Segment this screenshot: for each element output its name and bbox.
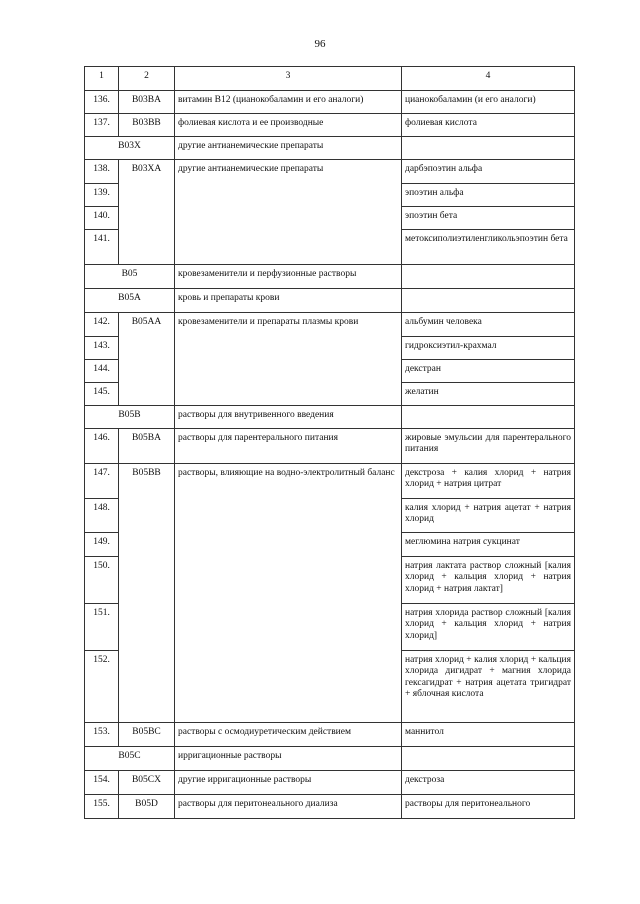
drug-name: натрия хлорида раствор сложный [калия хлорид + кальция хлорид + натрия хлорид]: [402, 604, 575, 651]
header-cell: 3: [175, 67, 402, 91]
table-row: [85, 795, 575, 819]
group-description: растворы с осмодиуретическим действием: [175, 723, 402, 747]
row-number: 137.: [85, 114, 119, 137]
row-number: 143.: [85, 337, 119, 360]
group-description: витамин B12 (цианокобаламин и его аналоги): [175, 91, 402, 114]
row-number: 151.: [85, 604, 119, 651]
atc-group-code: B03X: [85, 137, 175, 160]
group-description: другие антианемические препараты: [175, 137, 402, 160]
drug-name: меглюмина натрия сукцинат: [402, 533, 575, 557]
atc-code: B03XA: [119, 160, 175, 265]
row-number: 146.: [85, 429, 119, 464]
table-row: [85, 464, 575, 499]
drug-name: декстроза + калия хлорид + натрия хлорид + натрия цитрат: [402, 464, 575, 499]
drug-name: метоксиполиэтиленгликольэпоэтин бета: [402, 230, 575, 265]
drug-name: маннитол: [402, 723, 575, 747]
group-row: [85, 289, 575, 313]
page-number: 96: [314, 38, 326, 50]
group-row: [85, 265, 575, 289]
drug-name: растворы для перитонеального: [402, 795, 575, 819]
drug-name: эпоэтин бета: [402, 207, 575, 230]
group-description: растворы для перитонеального диализа: [175, 795, 402, 819]
atc-group-code: B05A: [85, 289, 175, 313]
row-number: 141.: [85, 230, 119, 265]
row-number: 139.: [85, 184, 119, 207]
table-header-row: [85, 67, 575, 91]
header-cell: 2: [119, 67, 175, 91]
atc-code: B03BA: [119, 91, 175, 114]
table-row: [85, 114, 575, 137]
empty-cell: [402, 747, 575, 771]
medication-table: [84, 66, 575, 819]
row-number: 152.: [85, 651, 119, 723]
row-number: 138.: [85, 160, 119, 184]
group-row: [85, 406, 575, 429]
empty-cell: [402, 265, 575, 289]
drug-name: дарбэпоэтин альфа: [402, 160, 575, 184]
group-description: растворы для парентерального питания: [175, 429, 402, 464]
atc-code: B05BA: [119, 429, 175, 464]
table-row: [85, 771, 575, 795]
drug-name: натрия лактата раствор сложный [калия хлорид + кальция хлорид + натрия хлорид + натрия лактат]: [402, 557, 575, 604]
empty-cell: [402, 137, 575, 160]
row-number: 153.: [85, 723, 119, 747]
group-row: [85, 137, 575, 160]
drug-name: эпоэтин альфа: [402, 184, 575, 207]
group-description: растворы, влияющие на водно-электролитный баланс: [175, 464, 402, 723]
group-description: другие ирригационные растворы: [175, 771, 402, 795]
row-number: 140.: [85, 207, 119, 230]
group-description: кровь и препараты крови: [175, 289, 402, 313]
table-row: [85, 429, 575, 464]
table-row: [85, 160, 575, 184]
atc-code: B05CX: [119, 771, 175, 795]
row-number: 148.: [85, 499, 119, 533]
group-description: другие антианемические препараты: [175, 160, 402, 265]
drug-name: жировые эмульсии для парентерального питания: [402, 429, 575, 464]
atc-code: B03BB: [119, 114, 175, 137]
group-description: растворы для внутривенного введения: [175, 406, 402, 429]
atc-code: B05BB: [119, 464, 175, 723]
drug-name: желатин: [402, 383, 575, 406]
empty-cell: [402, 406, 575, 429]
table-row: [85, 91, 575, 114]
drug-name: декстроза: [402, 771, 575, 795]
row-number: 147.: [85, 464, 119, 499]
atc-code: B05AA: [119, 313, 175, 406]
drug-name: декстран: [402, 360, 575, 383]
drug-name: гидроксиэтил-крахмал: [402, 337, 575, 360]
group-description: кровезаменители и препараты плазмы крови: [175, 313, 402, 406]
header-cell: 4: [402, 67, 575, 91]
drug-name: альбумин человека: [402, 313, 575, 337]
header-cell: 1: [85, 67, 119, 91]
drug-name: калия хлорид + натрия ацетат + натрия хлорид: [402, 499, 575, 533]
row-number: 136.: [85, 91, 119, 114]
table-row: [85, 723, 575, 747]
empty-cell: [402, 289, 575, 313]
atc-group-code: B05C: [85, 747, 175, 771]
row-number: 150.: [85, 557, 119, 604]
table-row: [85, 313, 575, 337]
row-number: 145.: [85, 383, 119, 406]
atc-group-code: B05: [85, 265, 175, 289]
group-description: ирригационные растворы: [175, 747, 402, 771]
row-number: 144.: [85, 360, 119, 383]
row-number: 154.: [85, 771, 119, 795]
group-description: фолиевая кислота и ее производные: [175, 114, 402, 137]
atc-group-code: B05B: [85, 406, 175, 429]
group-description: кровезаменители и перфузионные растворы: [175, 265, 402, 289]
drug-name: цианокобаламин (и его аналоги): [402, 91, 575, 114]
group-row: [85, 747, 575, 771]
row-number: 142.: [85, 313, 119, 337]
atc-code: B05BC: [119, 723, 175, 747]
row-number: 149.: [85, 533, 119, 557]
drug-name: фолиевая кислота: [402, 114, 575, 137]
row-number: 155.: [85, 795, 119, 819]
drug-name: натрия хлорид + калия хлорид + кальция хлорида дигидрат + магния хлорида гексагидрат + натрия ацетата тригидрат + яблочная кислота: [402, 651, 575, 723]
atc-code: B05D: [119, 795, 175, 819]
